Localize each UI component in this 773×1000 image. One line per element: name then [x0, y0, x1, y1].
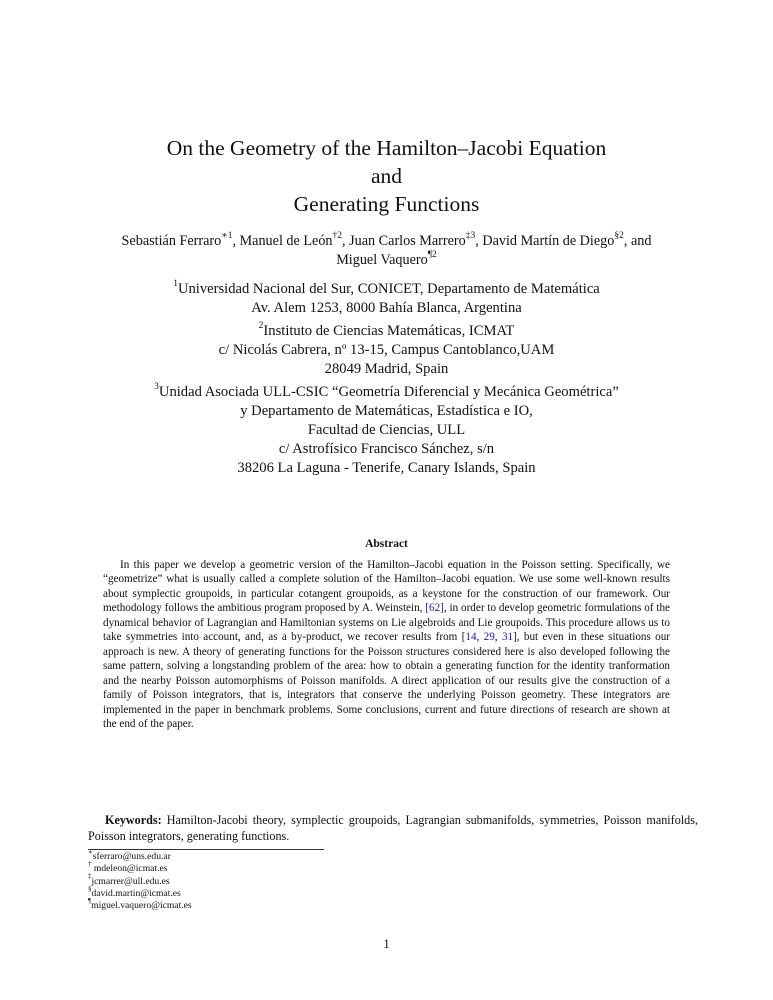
footnote-item	[88, 847, 192, 863]
affiliation-line: c/ Astrofísico Francisco Sánchez, s/n	[278, 441, 495, 457]
author-line-1	[0, 232, 773, 251]
citation-link[interactable]: [62]	[425, 602, 444, 615]
author-separator: , and	[623, 233, 652, 249]
affiliation-number: 3	[154, 382, 159, 393]
author-mark: †2	[332, 231, 343, 242]
author-list	[0, 232, 773, 270]
abstract-heading: Abstract	[365, 538, 408, 550]
footnote-email: david.martin@icmat.es	[91, 887, 181, 899]
author-mark: ‡3	[465, 231, 476, 242]
footnote-mark: †	[88, 860, 92, 869]
author-mark: ¶2	[427, 250, 437, 261]
citation-link[interactable]: 31	[501, 631, 514, 644]
author-mark: ∗1	[221, 231, 233, 242]
footnote-mark: §	[88, 884, 92, 893]
paper-title	[0, 134, 773, 218]
affiliation-number: 2	[258, 321, 264, 332]
author-name: Miguel Vaquero	[336, 252, 428, 268]
author-mark: §2	[614, 231, 624, 242]
keywords-paragraph	[88, 812, 698, 845]
affiliation-line: Instituto de Ciencias Matemáticas, ICMAT	[263, 323, 515, 339]
affiliation-line: 38206 La Laguna - Tenerife, Canary Islands, Spain	[237, 460, 536, 476]
affiliation-line: Universidad Nacional del Sur, CONICET, Departamento de Matemática	[177, 281, 600, 297]
affiliation-number: 1	[173, 279, 178, 290]
footnotes	[88, 847, 192, 912]
author-name: Sebastián Ferraro	[121, 233, 222, 249]
abstract-text: In this paper we develop a geometric version of the Hamilton–Jacobi equation in the Poisson setting. Specifically, we “geometrize” what is usually called a complete solution of the Hamilton–Jacobi equation. We use some well-known results about symplectic groupoids, in particular cotangent groupoids, as a keystone for the construction of our framework. Our methodology follows the ambitious program proposed by A. Weinstein,	[103, 559, 670, 615]
title-line-2: and	[370, 164, 403, 188]
page-number: 1	[383, 937, 390, 951]
abstract-body	[103, 558, 670, 731]
affiliation-1	[0, 280, 773, 318]
footnote-mark: ‡	[88, 872, 92, 881]
title-line-3: Generating Functions	[293, 192, 480, 216]
affiliation-line: Av. Alem 1253, 8000 Bahía Blanca, Argentina	[251, 300, 522, 316]
author-separator: ,	[232, 233, 240, 249]
author-name: Juan Carlos Marrero	[349, 233, 466, 249]
citation-link[interactable]: 14	[465, 631, 477, 644]
footnote-email: jcmarrer@ull.edu.es	[91, 875, 170, 887]
keywords-label: Keywords:	[105, 813, 162, 827]
citation-link[interactable]: 29	[483, 631, 495, 644]
affiliation-line: c/ Nicolás Cabrera, nº 13-15, Campus Cantoblanco,UAM	[218, 342, 555, 358]
abstract-text: , in order to develop geometric formulations of the dynamical behavior of Lagrangian and Hamiltonian systems on Lie algebroids and Lie groupoids. This procedure allows us to take symmetries into account, and, as a by-product, we recover results from [	[103, 602, 670, 644]
abstract-text: ], but even in these situations our approach is new. A theory of generating functions for the Poisson structures considered here is also developed following the same pattern, solving a longstanding problem of the area: how to obtain a generating function for the identity tranformation and the nearby Poisson automorphisms of Poisson manifolds. A direct application of our results give the construction of a family of Poisson integrators, that is, integrators that conserve the underlying Poisson geometry. These integrators are implemented in the paper in benchmark problems. Some conclusions, current and future directions of research are shown at the end of the paper.	[103, 631, 671, 730]
citation-separator: ,	[494, 631, 502, 644]
footnote-email: sferraro@uns.edu.ar	[92, 851, 171, 862]
footnote-email: miguel.vaquero@icmat.es	[91, 900, 192, 912]
footnote-item	[88, 884, 192, 900]
footnote-rule	[88, 849, 324, 850]
footnote-mark: ∗	[88, 847, 93, 856]
author-separator: ,	[475, 233, 483, 249]
keywords-text: Hamilton-Jacobi theory, symplectic groupoids, Lagrangian submanifolds, symmetries, Poisson manifolds, Poisson integrators, generating functions.	[88, 813, 698, 844]
footnote-item	[88, 860, 192, 875]
affiliation-line: Facultad de Ciencias, ULL	[307, 422, 466, 438]
author-name: Manuel de León	[239, 233, 333, 249]
footnote-mark: ¶	[88, 897, 92, 905]
affiliation-line: y Departamento de Matemáticas, Estadística e IO,	[240, 403, 533, 419]
author-line-2	[0, 251, 773, 270]
footnote-item	[88, 872, 192, 888]
author-separator: ,	[342, 233, 350, 249]
affiliation-line: Unidad Asociada ULL-CSIC “Geometría Diferencial y Mecánica Geométrica”	[158, 384, 619, 400]
footnote-email: mdeleon@icmat.es	[91, 863, 168, 875]
affiliation-3	[0, 383, 773, 478]
affiliation-line: 28049 Madrid, Spain	[324, 361, 449, 377]
affiliation-2	[0, 322, 773, 379]
title-line-1: On the Geometry of the Hamilton–Jacobi Equation	[166, 136, 607, 160]
citation-separator: ,	[476, 631, 484, 644]
footnote-item	[88, 897, 192, 912]
author-name: David Martín de Diego	[482, 233, 615, 249]
